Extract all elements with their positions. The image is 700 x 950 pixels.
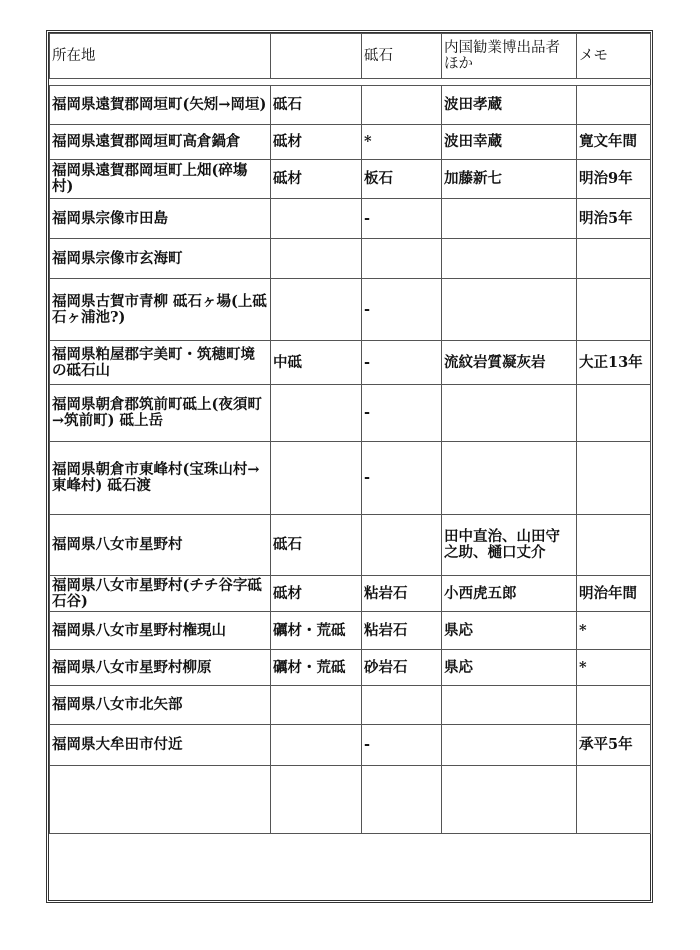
cell-location: 福岡県八女市星野村(チチ谷字砥石谷) xyxy=(50,576,271,612)
cell-material xyxy=(271,279,362,341)
cell-memo xyxy=(577,385,651,442)
cell-memo: 承平5年 xyxy=(577,725,651,766)
cell-location: 福岡県遠賀郡岡垣町高倉鍋倉 xyxy=(50,125,271,160)
cell-stone: - xyxy=(362,341,442,385)
cell-exhibitor xyxy=(442,442,577,515)
cell-memo: 明治年間 xyxy=(577,576,651,612)
table-row xyxy=(50,725,651,766)
cell-stone: - xyxy=(362,442,442,515)
header-whetstone: 砥石 xyxy=(362,34,442,79)
cell-stone: 粘岩石 xyxy=(362,612,442,650)
table-row xyxy=(50,341,651,385)
cell-material xyxy=(271,766,362,834)
cell-stone xyxy=(362,86,442,125)
cell-exhibitor xyxy=(442,385,577,442)
table-row xyxy=(50,239,651,279)
cell-location: 福岡県大牟田市付近 xyxy=(50,725,271,766)
cell-exhibitor: 流紋岩質凝灰岩 xyxy=(442,341,577,385)
cell-material: 礪材・荒砥 xyxy=(271,650,362,686)
cell-material xyxy=(271,199,362,239)
cell-stone: 板石 xyxy=(362,160,442,199)
cell-material: 砥材 xyxy=(271,125,362,160)
header-blank xyxy=(271,34,362,79)
cell-exhibitor xyxy=(442,199,577,239)
cell-stone: - xyxy=(362,199,442,239)
table-row xyxy=(50,279,651,341)
cell-memo: 明治5年 xyxy=(577,199,651,239)
cell-exhibitor: 波田孝蔵 xyxy=(442,86,577,125)
cell-material: 礪材・荒砥 xyxy=(271,612,362,650)
cell-material xyxy=(271,239,362,279)
cell-memo: 大正13年 xyxy=(577,341,651,385)
cell-stone: * xyxy=(362,125,442,160)
cell-material xyxy=(271,385,362,442)
table-header-row xyxy=(50,34,651,79)
cell-location: 福岡県八女市星野村柳原 xyxy=(50,650,271,686)
table-row xyxy=(50,515,651,576)
cell-exhibitor: 小西虎五郎 xyxy=(442,576,577,612)
cell-location: 福岡県遠賀郡岡垣町(矢矧→岡垣) xyxy=(50,86,271,125)
cell-memo xyxy=(577,86,651,125)
cell-memo: 明治9年 xyxy=(577,160,651,199)
table-row xyxy=(50,686,651,725)
cell-memo: * xyxy=(577,612,651,650)
cell-exhibitor: 加藤新七 xyxy=(442,160,577,199)
cell-memo xyxy=(577,686,651,725)
table-row xyxy=(50,86,651,125)
table-row xyxy=(50,650,651,686)
cell-exhibitor: 県応 xyxy=(442,650,577,686)
cell-stone: 砂岩石 xyxy=(362,650,442,686)
stone-table-sheet xyxy=(46,30,653,903)
cell-material: 砥石 xyxy=(271,515,362,576)
cell-location xyxy=(50,766,271,834)
table-row xyxy=(50,442,651,515)
cell-location: 福岡県宗像市田島 xyxy=(50,199,271,239)
cell-location: 福岡県粕屋郡宇美町・筑穂町境の砥石山 xyxy=(50,341,271,385)
cell-location: 福岡県八女市北矢部 xyxy=(50,686,271,725)
cell-location: 福岡県八女市星野村 xyxy=(50,515,271,576)
cell-memo xyxy=(577,442,651,515)
table-row xyxy=(50,385,651,442)
table-row xyxy=(50,125,651,160)
table-row xyxy=(50,576,651,612)
header-memo: メモ xyxy=(577,34,651,79)
cell-stone: - xyxy=(362,725,442,766)
cell-location: 福岡県八女市星野村権現山 xyxy=(50,612,271,650)
cell-exhibitor xyxy=(442,686,577,725)
cell-stone xyxy=(362,515,442,576)
table-row xyxy=(50,160,651,199)
cell-stone xyxy=(362,766,442,834)
cell-location: 福岡県宗像市玄海町 xyxy=(50,239,271,279)
cell-exhibitor xyxy=(442,725,577,766)
cell-exhibitor: 田中直治、山田守之助、樋口丈介 xyxy=(442,515,577,576)
table-row xyxy=(50,199,651,239)
cell-material xyxy=(271,442,362,515)
cell-memo xyxy=(577,239,651,279)
table-row xyxy=(50,612,651,650)
cell-location: 福岡県古賀市青柳 砥石ヶ場(上砥石ヶ浦池?) xyxy=(50,279,271,341)
cell-material xyxy=(271,686,362,725)
cell-exhibitor: 県応 xyxy=(442,612,577,650)
cell-stone xyxy=(362,686,442,725)
cell-exhibitor xyxy=(442,279,577,341)
cell-stone: - xyxy=(362,279,442,341)
cell-material xyxy=(271,725,362,766)
whetstone-table xyxy=(49,33,651,834)
cell-exhibitor xyxy=(442,239,577,279)
cell-memo: * xyxy=(577,650,651,686)
cell-memo xyxy=(577,766,651,834)
header-location: 所在地 xyxy=(50,34,271,79)
cell-location: 福岡県朝倉郡筑前町砥上(夜須町→筑前町) 砥上岳 xyxy=(50,385,271,442)
cell-stone xyxy=(362,239,442,279)
cell-material: 中砥 xyxy=(271,341,362,385)
cell-exhibitor xyxy=(442,766,577,834)
cell-material: 砥材 xyxy=(271,160,362,199)
header-exhibitor: 内国勧業博出品者ほか xyxy=(442,34,577,79)
cell-stone: 粘岩石 xyxy=(362,576,442,612)
cell-exhibitor: 波田幸蔵 xyxy=(442,125,577,160)
cell-location: 福岡県朝倉市東峰村(宝珠山村→東峰村) 砥石渡 xyxy=(50,442,271,515)
table-row xyxy=(50,766,651,834)
cell-stone: - xyxy=(362,385,442,442)
cell-material: 砥石 xyxy=(271,86,362,125)
cell-memo xyxy=(577,515,651,576)
cell-location: 福岡県遠賀郡岡垣町上畑(碎塲村) xyxy=(50,160,271,199)
cell-material: 砥材 xyxy=(271,576,362,612)
cell-memo xyxy=(577,279,651,341)
cell-memo: 寛文年間 xyxy=(577,125,651,160)
header-gap-row xyxy=(50,79,651,86)
